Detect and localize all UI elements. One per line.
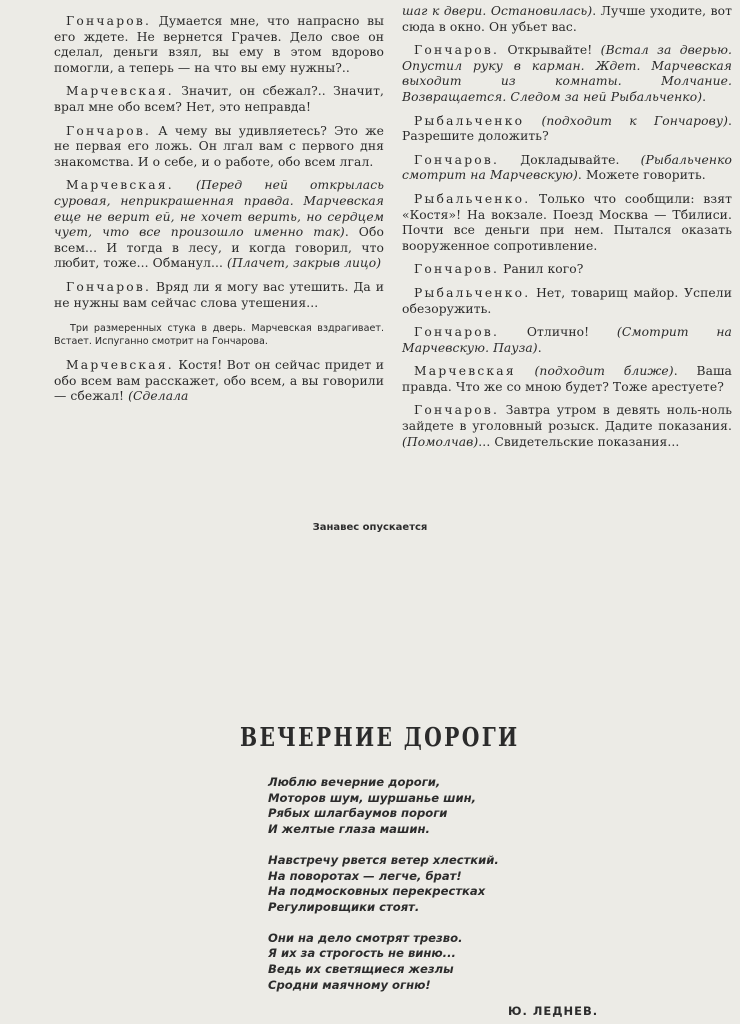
dialogue-paragraph: [54, 358, 384, 405]
dialogue-text: Думается мне, что напрасно вы его ждете. Не вернется Грачев. Дело свое он сделал, деньги взял, вы ему в этом вдорово помогли, а теперь — на что вы ему нужны?..: [54, 14, 384, 75]
dialogue-paragraph: [402, 325, 732, 356]
dialogue-paragraph: [402, 43, 732, 105]
dialogue-paragraph: [402, 153, 732, 184]
stage-remark: шаг к двери. Остановилась): [402, 4, 593, 18]
speaker-name: Гончаров.: [414, 403, 500, 418]
dialogue-text: . Разрешите доложить?: [402, 113, 732, 144]
poem-stanza: [268, 931, 628, 994]
dialogue-text: Значит, он сбежал?.. Значит, врал мне обо всем? Нет, это неправда!: [54, 84, 384, 114]
dialogue-text: . Можете говорить.: [577, 168, 706, 183]
speaker-name: Рыбальченко: [414, 113, 525, 128]
poem-line: Регулировщики стоят.: [268, 899, 420, 914]
poem-stanza: [268, 853, 628, 916]
dialogue-paragraph: [402, 262, 732, 278]
speaker-name: Марчевская: [414, 364, 516, 379]
poem-line: Рябых шлагбаумов пороги: [268, 806, 448, 821]
stage-remark: (Перед ней открылась суровая, неприкрашенная правда. Марчевская еще не верит ей, не хочет верить, но сердцем чует, что все произошло именно так): [54, 178, 384, 240]
stage-remark: (Помолчав): [402, 434, 479, 449]
poem-line: Сродни маячному огню!: [268, 977, 431, 992]
speaker-name: Гончаров.: [414, 43, 500, 58]
dialogue-paragraph: [54, 124, 384, 171]
stage-remark: (Рыбальченко смотрит на Марчевскую): [402, 152, 733, 183]
speaker-name: Марчевская.: [66, 358, 174, 373]
dialogue-text: Завтра утром в девять ноль-ноль зайдете в уголовный розыск. Дадите показания.: [402, 403, 732, 434]
stage-remark: (Плачет, закрыв лицо): [227, 256, 382, 271]
poem-line: Ведь их светящиеся жезлы: [268, 962, 454, 977]
speaker-name: Гончаров.: [414, 325, 500, 340]
speaker-name: Рыбальченко.: [414, 285, 531, 300]
poem-line: Я их за строгость не виню...: [268, 946, 456, 961]
dialogue-paragraph: [402, 4, 732, 35]
speaker-name: Марчевская.: [66, 178, 174, 193]
dialogue-paragraph: [54, 280, 384, 311]
dialogue-text: Отлично!: [526, 325, 590, 340]
poem-line: Моторов шум, шуршанье шин,: [268, 790, 477, 805]
dialogue-text: Открывайте!: [507, 43, 593, 58]
dialogue-paragraph: [402, 192, 732, 254]
curtain-note: Занавес опускается: [312, 522, 428, 533]
dialogue-text: Вряд ли я могу вас утешить. Да и не нужны вам сейчас слова утешения...: [54, 279, 384, 310]
stage-remark: (подходит ближе): [534, 364, 674, 379]
dialogue-text: ... Свидетельские показания...: [478, 434, 680, 449]
poem-line: Навстречу рвется ветер хлесткий.: [268, 852, 499, 867]
dialogue-text: А чему вы удивляетесь? Это же не первая его ложь. Он лгал вам с первого дня знакомства. И о себе, и о работе, обо всем лгал.: [54, 123, 384, 169]
stage-remark: (Сделала: [128, 389, 189, 404]
dialogue-paragraph: [402, 403, 732, 450]
stage-direction: Три размеренных стука в дверь. Марчевская вздрагивает. Встает. Испуганно смотрит на Гончарова.: [54, 323, 384, 347]
poem-body: [268, 775, 628, 1008]
dialogue-paragraph: [402, 114, 732, 145]
stage-remark: (Смотрит на Марчевскую. Пауза): [402, 325, 732, 355]
speaker-name: Гончаров.: [66, 123, 152, 138]
dialogue-text: . Обо всем... И тогда в лесу, и когда говорил, что любит, тоже... Обманул...: [54, 225, 384, 271]
dialogue-text: Костя! Вот он сейчас придет и обо всем вам расскажет, обо всем, а вы говорили — сбежал!: [54, 358, 384, 404]
dialogue-text: Нет, товарищ майор. Успели обезоружить.: [402, 285, 732, 316]
poem-line: На подмосковных перекрестках: [268, 884, 486, 899]
dialogue-paragraph: [54, 14, 384, 76]
poem-line: И желтые глаза машин.: [268, 822, 430, 837]
poem-line: Люблю вечерние дороги,: [268, 775, 441, 789]
poem-title: ВЕЧЕРНИЕ ДОРОГИ: [240, 723, 520, 753]
punctuation: .: [702, 89, 707, 104]
speaker-name: Марчевская.: [66, 84, 174, 99]
dialogue-paragraph: [54, 84, 384, 115]
dialogue-text: . Ваша правда. Что же со мною будет? Тоже арестуете?: [402, 364, 732, 394]
play-column-left: [54, 14, 384, 413]
speaker-name: Рыбальченко.: [414, 191, 531, 206]
speaker-name: Гончаров.: [66, 279, 152, 294]
play-column-right: [402, 4, 732, 458]
stage-remark: (Встал за дверью. Опустил руку в карман. Ждет. Марчевская выходит из комнаты. Молчание. Возвращается. Следом за ней Рыбальченко): [402, 43, 733, 104]
speaker-name: Гончаров.: [414, 152, 500, 167]
poem-author: Ю. ЛЕДНЕВ.: [508, 1004, 599, 1018]
dialogue-text: Только что сообщили: взят «Костя»! На вокзале. Поезд Москва — Тбилиси. Почти все деньги при нем. Пытался оказать вооруженное сопротивление.: [402, 191, 732, 253]
stage-remark: (подходит к Гончарову): [541, 113, 728, 128]
poem-line: Они на дело смотрят трезво.: [268, 930, 463, 945]
speaker-name: Гончаров.: [66, 14, 152, 28]
dialogue-paragraph: [402, 286, 732, 317]
dialogue-text: . Лучше уходите, вот сюда в окно. Он убьет вас.: [402, 4, 732, 34]
dialogue-paragraph: [54, 178, 384, 272]
poem-line: На поворотах — легче, брат!: [268, 868, 462, 883]
poem-stanza: [268, 775, 628, 838]
speaker-name: Гончаров.: [414, 262, 500, 277]
dialogue-text: Ранил кого?: [503, 262, 584, 277]
dialogue-text: Докладывайте.: [520, 152, 620, 167]
dialogue-paragraph: [402, 364, 732, 395]
punctuation: .: [537, 340, 542, 355]
